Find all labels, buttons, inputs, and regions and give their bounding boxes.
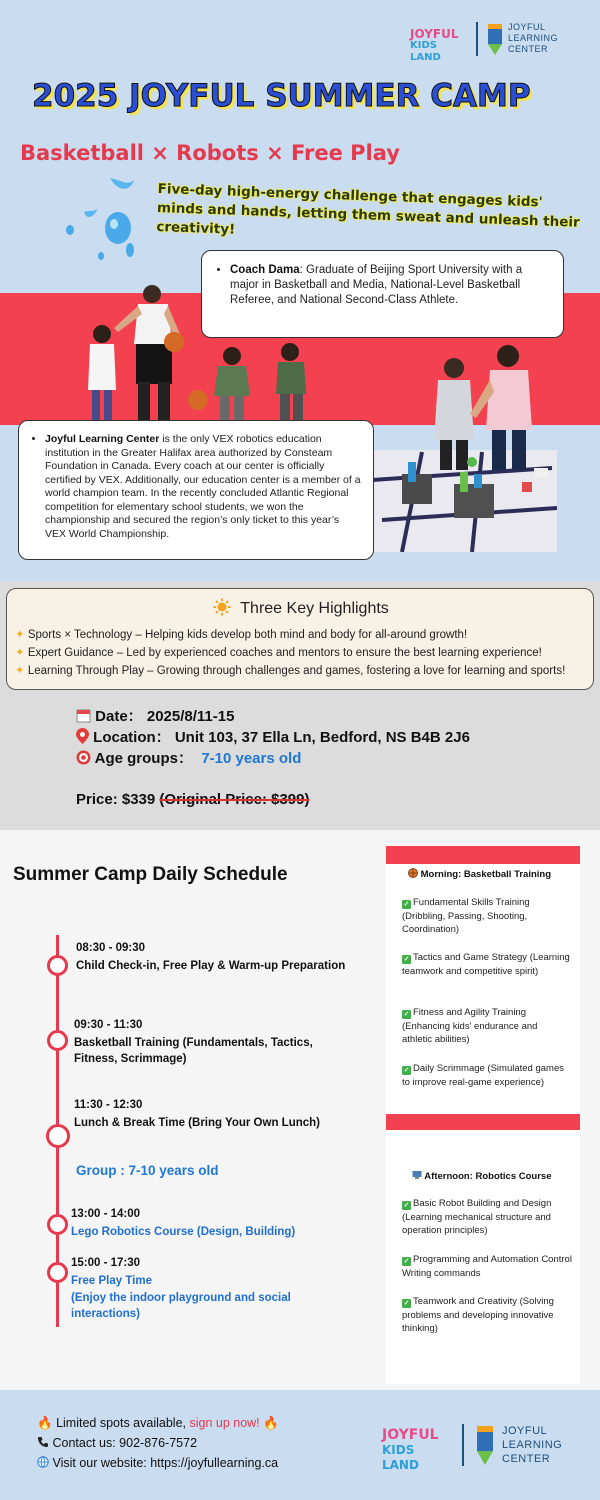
- check-icon: ✓: [403, 1067, 410, 1074]
- afternoon-heading: Afternoon: Robotics Course: [412, 1170, 552, 1182]
- jlc-logo-text: JOYFUL LEARNING CENTER: [508, 22, 559, 54]
- morning-heading: Morning: Basketball Training: [408, 868, 551, 880]
- afternoon-header-bar: [386, 1114, 580, 1130]
- schedule-title: Summer Camp Daily Schedule: [13, 864, 288, 885]
- morning-item: ✓ Fitness and Agility Training (Enhancing kids' endurance and athletic abilities): [402, 1007, 538, 1045]
- kidsland-logo: JOYFUL KIDS LAND: [410, 27, 459, 63]
- original-price: (Original Price: $399): [159, 791, 310, 808]
- price-row: Price: $339 (Original Price: $399): [76, 791, 310, 808]
- check-icon: ✓: [403, 1011, 410, 1018]
- page-title: 2025 JOYFUL SUMMER CAMP: [32, 78, 531, 114]
- afternoon-item: ✓ Basic Robot Building and Design (Learning mechanical structure and operation principles): [402, 1198, 552, 1236]
- logo-divider-footer: [462, 1424, 464, 1466]
- schedule-desc: Lego Robotics Course (Design, Building): [71, 1226, 296, 1238]
- water-splash-icon: [56, 170, 146, 265]
- pencil-logo-icon: [474, 1424, 496, 1466]
- pencil-logo-icon: [486, 22, 504, 56]
- contact-row: Contact us: 902-876-7572: [37, 1436, 197, 1450]
- website-link[interactable]: Visit our website: https://joyfullearning.ca: [52, 1456, 279, 1470]
- timeline-dot: [46, 1124, 70, 1148]
- timeline-dot: [47, 1262, 68, 1283]
- website-row: [37, 1456, 278, 1470]
- check-icon: ✓: [403, 956, 410, 963]
- check-icon: ✓: [403, 1300, 410, 1307]
- highlight-item: ✦ Expert Guidance – Led by experienced coaches and mentors to ensure the best learning experience!: [15, 647, 542, 659]
- fire-icon: 🔥: [37, 1416, 53, 1430]
- schedule-time: 11:30 - 12:30: [74, 1099, 143, 1111]
- sparkle-icon: ✦: [15, 629, 25, 641]
- subtitle: Basketball × Robots × Free Play: [20, 141, 400, 165]
- coach-bio: • Coach Dama: Graduate of Beijing Sport University with a major in Basketball and Media, National-Level Basketball Referee, and National Second-Class Athlete.: [230, 263, 549, 308]
- calendar-icon: [76, 708, 91, 723]
- highlights-card: [6, 588, 594, 690]
- sun-icon: [213, 598, 231, 616]
- signup-row: 🔥 Limited spots available, sign up now! 🔥: [37, 1416, 279, 1430]
- morning-item: ✓ Daily Scrimmage (Simulated games to improve real-game experience): [402, 1063, 564, 1088]
- phone-icon: [37, 1436, 49, 1448]
- morning-item: ✓ Fundamental Skills Training (Dribbling, Passing, Shooting, Coordination): [402, 897, 530, 935]
- timeline-dot: [47, 1030, 68, 1051]
- afternoon-item: ✓ Teamwork and Creativity (Solving problems and developing innovative thinking): [402, 1296, 554, 1334]
- computer-icon: [412, 1170, 422, 1180]
- signup-link[interactable]: sign up now!: [189, 1416, 260, 1430]
- morning-item: ✓ Tactics and Game Strategy (Learning teamwork and competitive spirit): [402, 952, 570, 977]
- schedule-desc-note: (Enjoy the indoor playground and social interactions): [71, 1292, 291, 1320]
- schedule-desc: Lunch & Break Time (Bring Your Own Lunch): [74, 1117, 320, 1129]
- sparkle-icon: ✦: [15, 647, 25, 659]
- highlight-item: ✦ Learning Through Play – Growing through challenges and games, fostering a love for learning and sports!: [15, 665, 566, 677]
- sparkle-icon: ✦: [15, 665, 25, 677]
- highlights-title: Three Key Highlights: [240, 600, 389, 617]
- center-bubble: [18, 420, 374, 560]
- schedule-time: 09:30 - 11:30: [74, 1019, 143, 1031]
- schedule-desc: Child Check-in, Free Play & Warm-up Preparation: [76, 960, 346, 972]
- morning-header-bar: [386, 846, 580, 864]
- date-row: Date： 2025/8/11-15: [76, 705, 234, 726]
- logo-divider: [476, 22, 478, 56]
- globe-icon: [37, 1456, 49, 1468]
- highlight-item: ✦ Sports × Technology – Helping kids develop both mind and body for all-around growth!: [15, 629, 468, 641]
- schedule-time: 08:30 - 09:30: [76, 942, 146, 954]
- location-pin-icon: [76, 728, 89, 744]
- schedule-desc: Basketball Training (Fundamentals, Tactics, Fitness, Scrimmage): [74, 1037, 313, 1065]
- intro-text: Five-day high-energy challenge that engages kids' minds and hands, letting them sweat and unleash their creativity!: [156, 180, 580, 238]
- timeline-dot: [47, 1214, 68, 1235]
- timeline-dot: [47, 955, 68, 976]
- group-label: Group : 7-10 years old: [76, 1163, 219, 1178]
- schedule-desc: Free Play Time: [71, 1275, 152, 1287]
- age-row: Age groups： 7-10 years old: [76, 747, 301, 768]
- fire-icon: 🔥: [263, 1416, 279, 1430]
- jlc-logo-text-footer: JOYFUL LEARNING CENTER: [502, 1425, 563, 1465]
- target-icon: [76, 750, 91, 765]
- basketball-icon: [408, 868, 418, 878]
- check-icon: ✓: [403, 1202, 410, 1209]
- check-icon: ✓: [403, 1258, 410, 1265]
- schedule-time: 13:00 - 14:00: [71, 1208, 141, 1220]
- check-icon: ✓: [403, 901, 410, 908]
- kidsland-logo-footer: JOYFUL KIDS LAND: [382, 1427, 439, 1472]
- center-description: • Joyful Learning Center is the only VEX robotics education institution in the Greater Halifax area authorized by Consteam Foundation in Canada. Every coach at our center is officially certified by VEX. Additionally, our education center is a member of a world champion team. In the recently concluded Atlantic Regional competition for elementary school students, we won the championship and secured the region’s only ticket to this year’s VEX World Championship.: [45, 433, 361, 541]
- highlights-heading: [7, 598, 595, 618]
- afternoon-item: ✓ Programming and Automation Control Writing commands: [402, 1254, 572, 1279]
- coach-bubble: [201, 250, 564, 338]
- schedule-time: 15:00 - 17:30: [71, 1257, 141, 1269]
- robotics-photo: [362, 340, 557, 552]
- location-row: Location： Unit 103, 37 Ella Ln, Bedford, NS B4B 2J6: [76, 726, 470, 747]
